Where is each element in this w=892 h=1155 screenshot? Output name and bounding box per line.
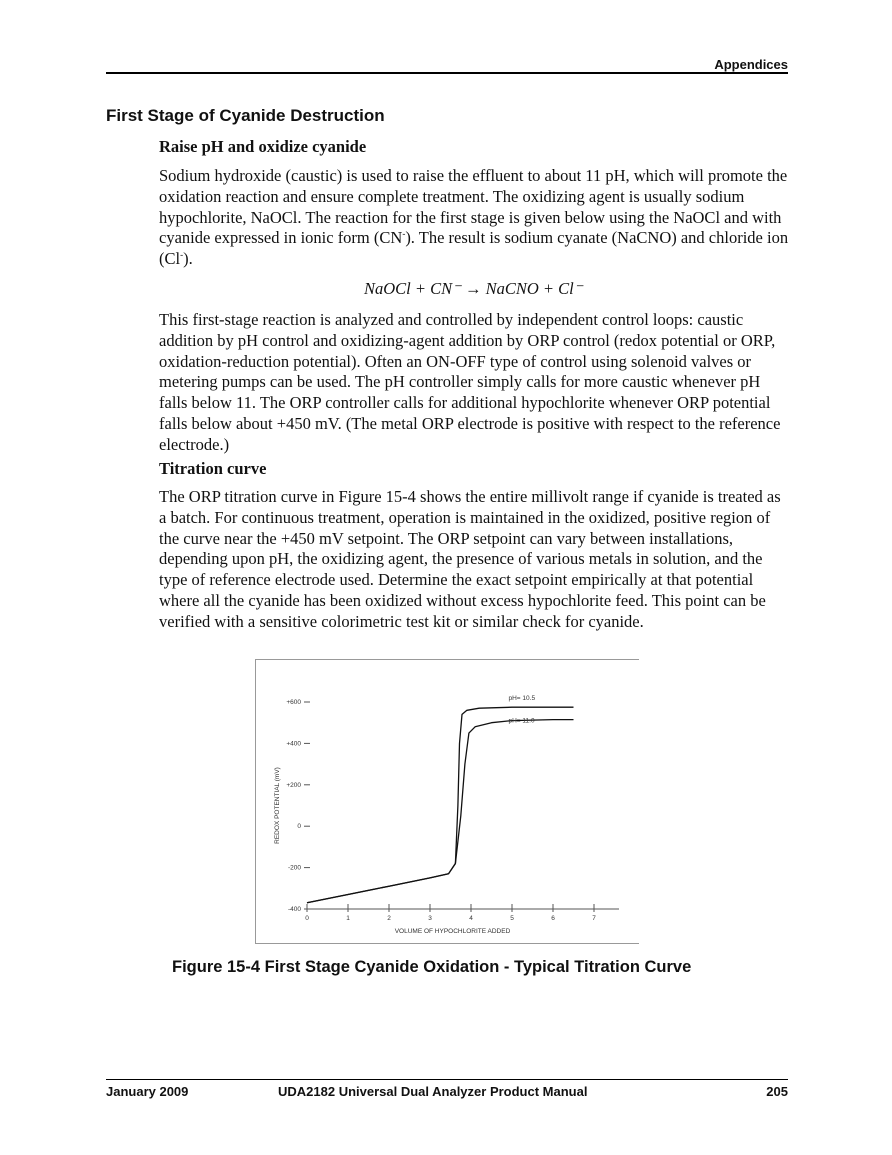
y-tick-label: -400 xyxy=(287,906,301,913)
x-tick-label: 5 xyxy=(510,915,514,922)
x-tick-label: 6 xyxy=(551,915,555,922)
figure-caption: Figure 15-4 First Stage Cyanide Oxidation - Typical Titration Curve xyxy=(172,958,692,976)
x-tick-label: 7 xyxy=(592,915,596,922)
titration-chart xyxy=(256,660,639,943)
running-header: Appendices xyxy=(714,57,788,72)
series-line-2 xyxy=(307,717,574,903)
footer-rule xyxy=(106,1079,788,1080)
superscript-minus: - xyxy=(180,249,184,260)
y-tick-label: +200 xyxy=(286,781,301,789)
header-rule xyxy=(106,72,788,74)
superscript-minus: - xyxy=(402,228,406,239)
x-tick-label: 3 xyxy=(428,915,432,922)
reaction-equation: NaOCl + CN⁻ → NaCNO + Cl⁻ xyxy=(364,279,583,298)
subsection-heading-ph: Raise pH and oxidize cyanide xyxy=(159,137,367,156)
y-tick-label: 0 xyxy=(297,823,301,831)
titration-figure xyxy=(255,659,639,944)
x-tick-label: 4 xyxy=(469,915,473,922)
subsection-heading-titration: Titration curve xyxy=(159,459,267,478)
series-label-1: pH= 10.5 xyxy=(508,695,536,703)
section-title: First Stage of Cyanide Destruction xyxy=(106,106,385,125)
y-tick-label: +600 xyxy=(286,699,301,706)
x-tick-label: 2 xyxy=(387,915,391,922)
series-line-1 xyxy=(307,707,574,903)
series-label-2: pH= 11.0 xyxy=(508,717,535,725)
x-axis-title: VOLUME OF HYPOCHLORITE ADDED xyxy=(394,928,511,935)
footer-page-number: 205 xyxy=(766,1084,788,1099)
paragraph-text-b: ). The result is sodium cyanate (NaCNO) and chloride ion (Cl xyxy=(159,228,789,269)
y-axis-title: REDOX POTENTIAL (mV) xyxy=(274,767,281,844)
footer-date: January 2009 xyxy=(106,1084,189,1099)
paragraph-text-a: Sodium hydroxide (caustic) is used to raise the effluent to about 11 pH, which will promote the oxidation reaction and ensure complete treatment. The oxidizing agent is usually sodium hypochlorite, NaOCl. The reaction for the first stage is given below using the NaOCl and with cyanide expressed in ionic form (CN xyxy=(159,166,788,248)
y-tick-label: -200 xyxy=(287,864,301,872)
x-tick-label: 0 xyxy=(305,915,309,922)
paragraph-control-loops: This first-stage reaction is analyzed and controlled by independent control loops: caustic addition by pH control and oxidizing-agent addition by ORP control (redox potential or ORP, oxidation-reduction potential). Often an ON-OFF type of control using solenoid valves or metering pumps can be used. The pH controller simply calls for more caustic whenever pH falls below 11. The ORP controller calls for additional hypochlorite whenever ORP potential falls below about +450 mV. (The metal ORP electrode is positive with respect to the reference electrode.) xyxy=(159,310,781,454)
footer-manual-title: UDA2182 Universal Dual Analyzer Product Manual xyxy=(278,1084,588,1099)
y-tick-label: +400 xyxy=(286,740,301,748)
paragraph-text-c: ). xyxy=(183,249,193,269)
paragraph-caustic xyxy=(159,166,791,270)
paragraph-titration: The ORP titration curve in Figure 15-4 shows the entire millivolt range if cyanide is treated as a batch. For continuous treatment, operation is maintained in the oxidized, positive region of the curve near the +450 mV setpoint. The ORP setpoint can vary between installations, depending upon pH, the oxidizing agent, the presence of various metals in solution, and the type of reference electrode used. Determine the exact setpoint empirically at that potential where all the cyanide has been oxidized without excess hypochlorite feed. This point can be verified with a sensitive colorimetric test kit or similar check for cyanide. xyxy=(159,487,781,631)
x-tick-label: 1 xyxy=(346,915,350,922)
